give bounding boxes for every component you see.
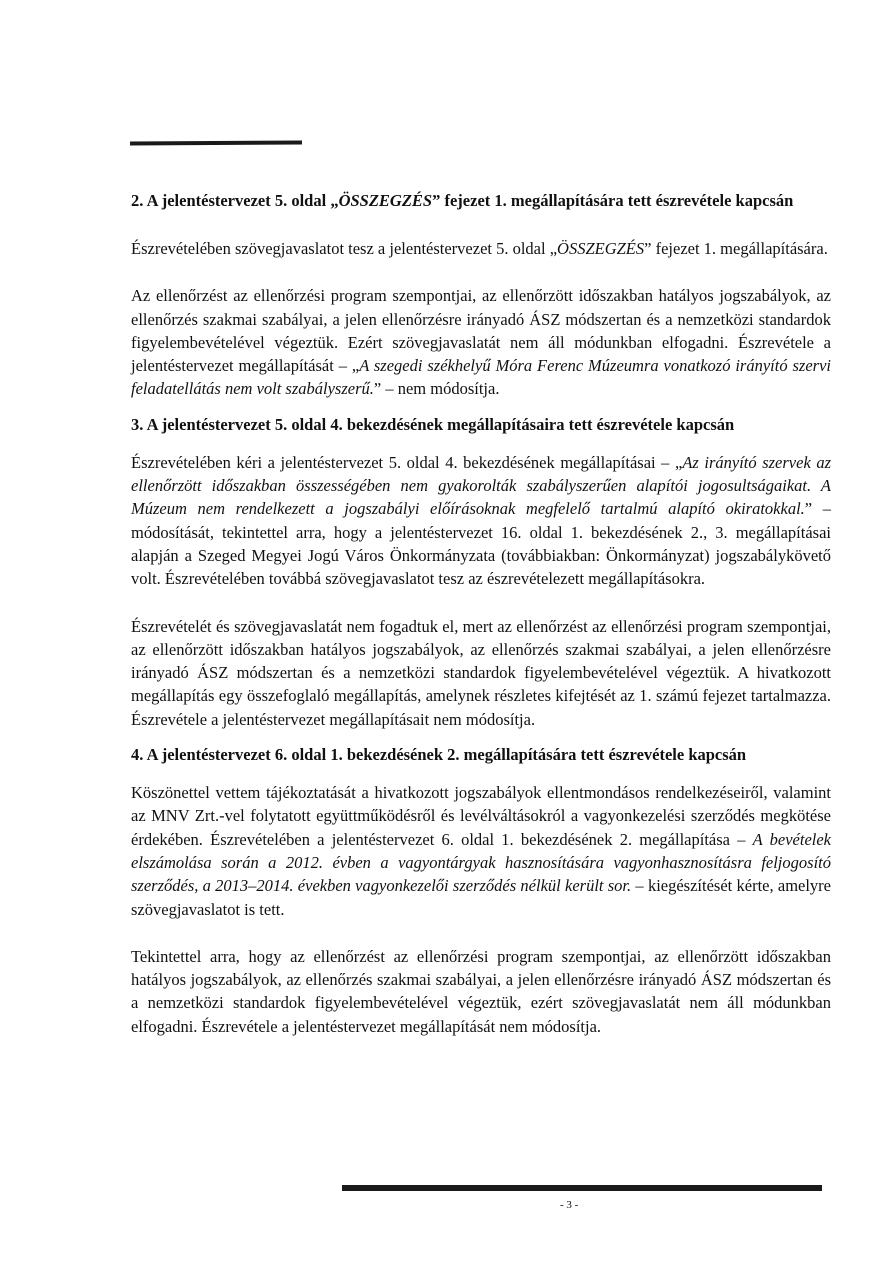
section-2-paragraph-1: Észrevételében szövegjavaslatot tesz a jelentéstervezet 5. oldal „ÖSSZEGZÉS” fejezet 1. megállapítására. [131,239,828,258]
section-2-paragraph-2: Az ellenőrzést az ellenőrzési program szempontjai, az ellenőrzött időszakban hatályos jogszabályok, az ellenőrzés szakmai szabályai, a jelen ellenőrzésre irányadó ÁSZ módszertan és a nemzetközi standardok figyelembevételével végeztük. Ezért szövegjavaslatát nem áll módunkban elfogadni. Észrevétele a jelentéstervezet megállapítását – „A szegedi székhelyű Móra Ferenc Múzeumra vonatkozó irányító szervi feladatellátás nem volt szabályszerű.” – nem módosítja. [131,286,831,399]
section-4-paragraph-2: Tekintettel arra, hogy az ellenőrzést az ellenőrzési program szempontjai, az ellenőrzött időszakban hatályos jogszabályok, az ellenőrzés szakmai szabályai, a jelen ellenőrzésre irányadó ÁSZ módszertan és a nemzetközi standardok figyelembevételével végeztük, ezért szövegjavaslatát nem áll módunkban elfogadni. Észrevétele a jelentéstervezet megállapítását nem módosítja. [131,946,831,1036]
section-3-heading: 3. A jelentéstervezet 5. oldal 4. bekezdésének megállapításaira tett észrevétele kapcsán [131,414,735,434]
section-3-paragraph-1: Észrevételében kéri a jelentéstervezet 5. oldal 4. bekezdésének megállapításai – „Az irányító szervek az ellenőrzött időszakban összességében nem gyakorolták szabályszerűen alapítói jogosultságaikat. A Múzeum nem rendelkezett a jogszabályi előírásoknak megfelelő tartalmú alapító okiratokkal.” – módosítását, tekintettel arra, hogy a jelentéstervezet 16. oldal 1. bekezdésének 2., 3. megállapításai alapján a Szeged Megyei Jogú Város Önkormányzata (továbbiakban: Önkormányzat) jogszabálykövető volt. Észrevételében továbbá szövegjavaslatot tesz az észrevételezett megállapításokra. [131,452,832,589]
section-3-paragraph-2: Észrevételét és szövegjavaslatát nem fogadtuk el, mert az ellenőrzést az ellenőrzési program szempontjai, az ellenőrzött időszakban hatályos jogszabályok, az ellenőrzés szakmai szabályai, a jelen ellenőrzésre irányadó ÁSZ módszertan és a nemzetközi standardok figyelembevételével végeztük. A hivatkozott megállapítás egy összefoglaló megállapítás, amelynek részletes kifejtését az 1. számú fejezet tartalmazza. Észrevétele a jelentéstervezet megállapításait nem módosítja. [131,616,831,729]
section-4-heading: 4. A jelentéstervezet 6. oldal 1. bekezdésének 2. megállapítására tett észrevétele kapcsán [131,745,747,765]
footer-rule [342,1185,822,1191]
section-4-paragraph-1: Köszönettel vettem tájékoztatását a hivatkozott jogszabályok ellentmondásos rendelkezéseiről, valamint az MNV Zrt.-vel folytatott együttműködésről és levélváltásokról a vagyonkezelési szerződés megkötése érdekében. Észrevételében a jelentéstervezet 6. oldal 1. bekezdésének 2. megállapítása – A bevételek elszámolása során a 2012. évben a vagyontárgyak hasznosítására vagyonhasznosításra feljogosító szerződés, a 2013–2014. években vagyonkezelői szerződés nélkül került sor. – kiegészítését kérte, amelyre szövegjavaslatot is tett. [131,783,832,919]
section-2-heading: 2. A jelentéstervezet 5. oldal „ÖSSZEGZÉS” fejezet 1. megállapítására tett észrevétele kapcsán [131,191,794,210]
page-number: - 3 - [560,1199,579,1211]
document-body [131,189,831,1050]
top-decorative-rule [130,141,302,146]
